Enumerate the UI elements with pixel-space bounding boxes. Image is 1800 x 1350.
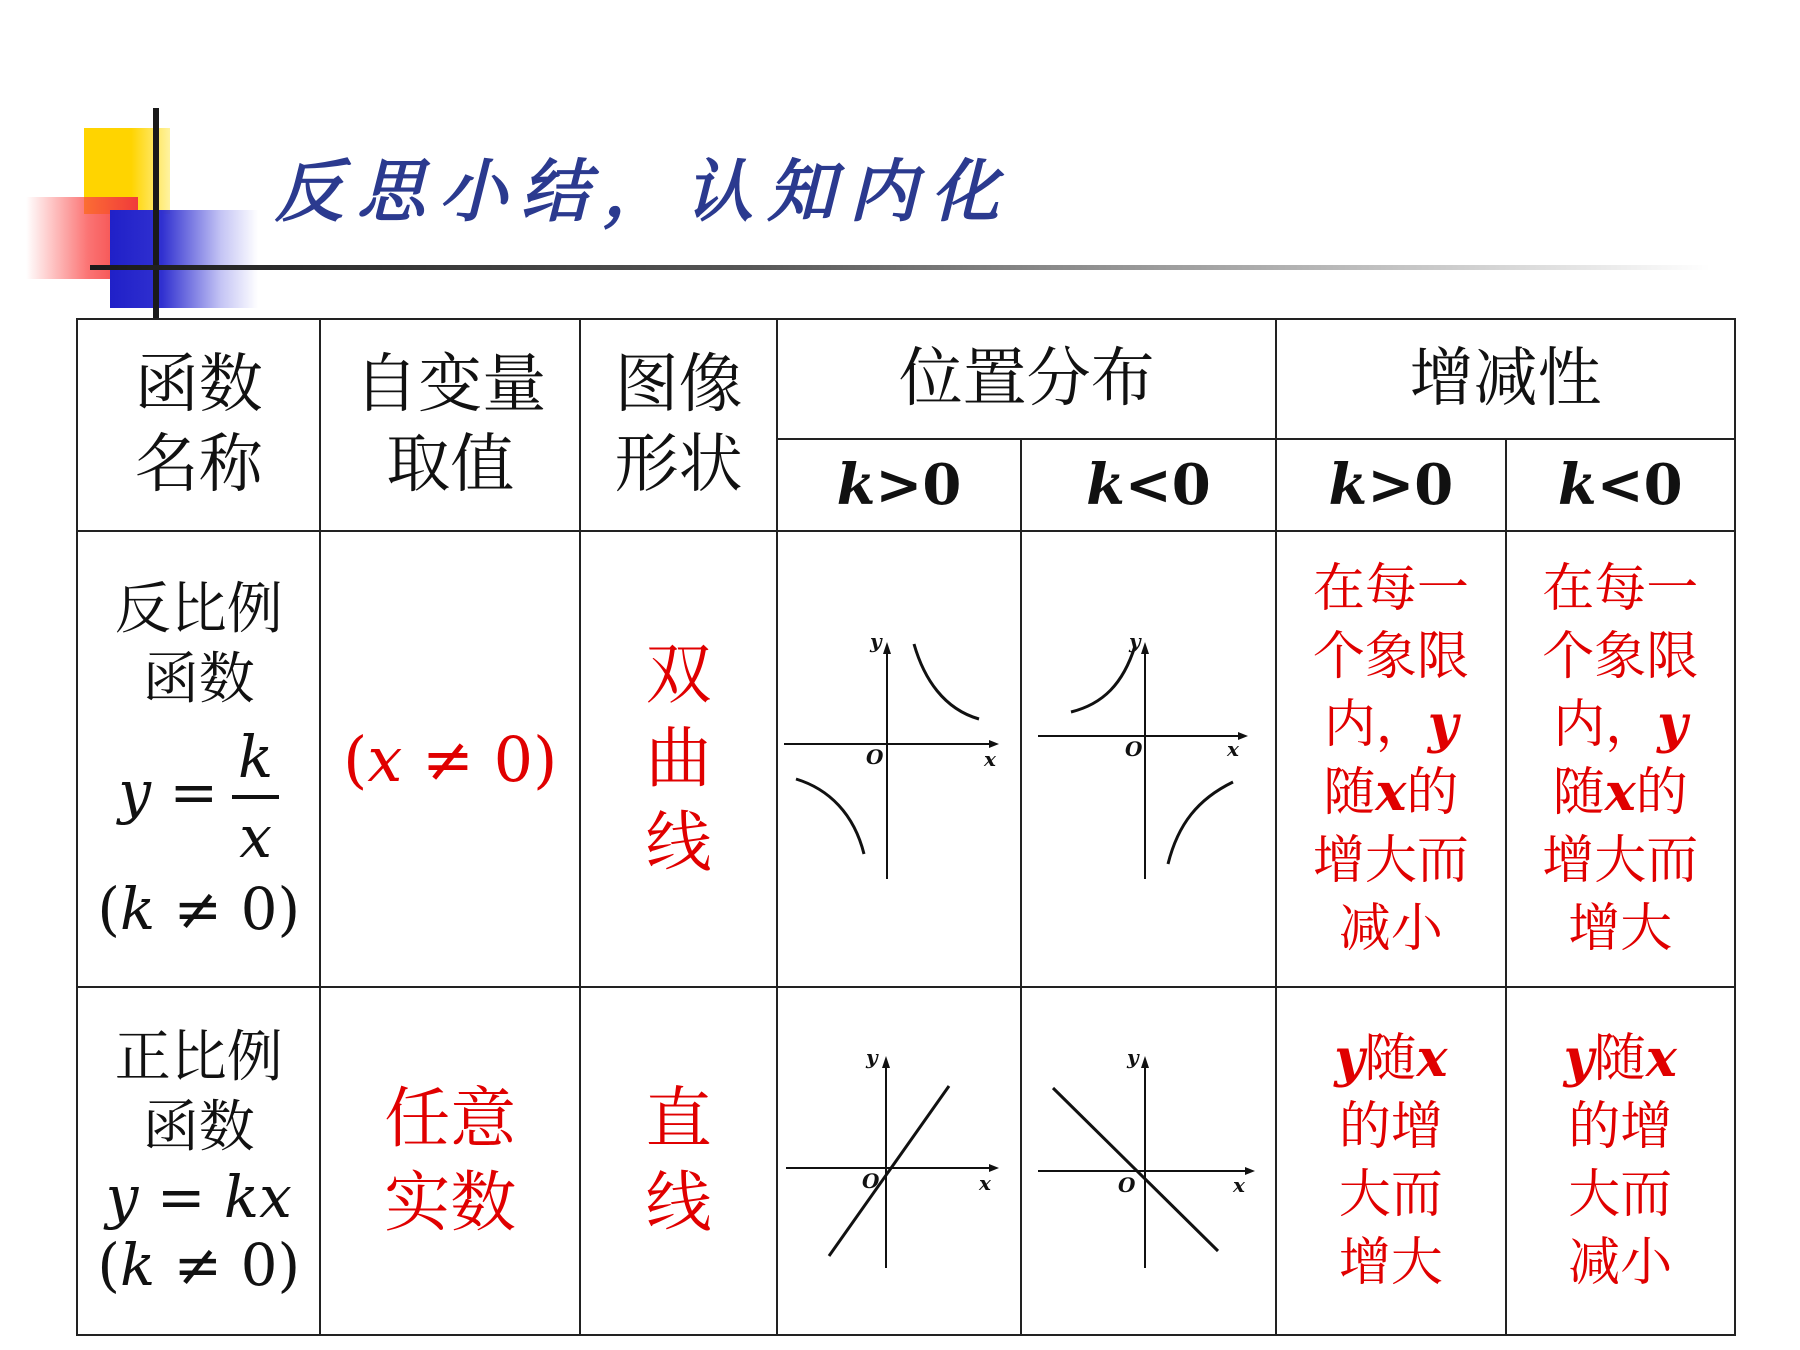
y-axis-arrow-icon xyxy=(1141,642,1149,654)
row-inverse-name-cell xyxy=(77,531,320,987)
trend-text: 减小 xyxy=(1568,1233,1673,1293)
decor-blue-square xyxy=(110,210,258,308)
trend-text: 随 xyxy=(1364,1029,1417,1089)
trend-line xyxy=(1507,759,1734,827)
trend-text: 个象限 xyxy=(1312,627,1469,687)
hyperbola-branch-q2 xyxy=(1071,646,1135,712)
k-var: k xyxy=(1086,452,1125,518)
origin-label: O xyxy=(865,745,884,769)
y-axis-label: y xyxy=(1129,629,1142,653)
header-text: 形状 xyxy=(614,428,743,502)
subheader-k-positive xyxy=(777,439,1020,531)
y-axis-label: y xyxy=(865,1046,878,1069)
y-axis-label: y xyxy=(1127,1046,1140,1069)
line-negative-graph xyxy=(1033,1046,1263,1276)
header-row xyxy=(77,319,1735,439)
trend-text: 增大 xyxy=(1338,1233,1443,1293)
formula-fraction xyxy=(232,719,279,875)
row-inverse-trend-k-positive xyxy=(1276,531,1505,987)
header-domain xyxy=(320,319,580,531)
slide-title: 反思小结，认知内化 xyxy=(275,152,1014,232)
trend-var-y: y xyxy=(1334,1028,1365,1089)
k-var: k xyxy=(1557,452,1597,518)
formula-lhs: y = xyxy=(118,758,219,827)
y-axis-arrow-icon xyxy=(1141,1056,1149,1068)
origin-label: O xyxy=(1125,737,1143,761)
domain-text: 任意 xyxy=(384,1080,517,1157)
paren: ( xyxy=(343,722,368,796)
summary-table xyxy=(76,318,1736,1336)
table-row xyxy=(77,531,1735,987)
inverse-condition xyxy=(78,875,319,943)
function-name: 函数 xyxy=(142,1095,255,1160)
k-var: k xyxy=(1328,452,1368,518)
shape-text: 线 xyxy=(645,804,712,881)
k-var: k xyxy=(836,452,876,518)
paren: ( xyxy=(97,1231,120,1299)
trend-text: 个象限 xyxy=(1542,627,1699,687)
trend-text: 在每一 xyxy=(1312,559,1469,619)
x-axis-label: x xyxy=(983,747,996,771)
decor-horizontal-rule xyxy=(90,265,1710,270)
row-direct-shape xyxy=(580,987,777,1335)
subheader-k-positive xyxy=(1276,439,1505,531)
header-text: 自变量 xyxy=(354,348,547,422)
line-positive-graph xyxy=(784,1046,1014,1276)
header-monotonicity: 增减性 xyxy=(1276,319,1735,439)
hyperbola-branch-q4 xyxy=(1168,782,1233,864)
trend-text: 减小 xyxy=(1338,899,1443,959)
function-name: 函数 xyxy=(142,647,255,712)
header-text: 函数 xyxy=(134,348,263,422)
fraction-denominator: x xyxy=(239,803,272,871)
y-axis-arrow-icon xyxy=(882,1056,890,1068)
domain-var: x xyxy=(367,722,403,796)
trend-line xyxy=(1277,759,1504,827)
k-condition: >0 xyxy=(1367,452,1454,518)
hyperbola-positive-graph xyxy=(784,624,1014,894)
header-shape xyxy=(580,319,777,531)
hyperbola-branch-q3 xyxy=(796,779,864,854)
trend-text: 的增 xyxy=(1338,1097,1443,1157)
fraction-numerator: k xyxy=(232,719,279,799)
k-condition: <0 xyxy=(1124,452,1211,518)
trend-text: 的 xyxy=(1635,763,1688,823)
x-axis-label: x xyxy=(1233,1173,1246,1197)
trend-var-x: x xyxy=(1375,762,1407,823)
trend-line xyxy=(1277,691,1504,759)
trend-var-x: x xyxy=(1416,1028,1448,1089)
cond-rest: ≠ 0) xyxy=(155,1231,301,1299)
header-text: 取值 xyxy=(386,428,515,502)
subheader-k-negative xyxy=(1021,439,1277,531)
decor-vertical-line xyxy=(153,108,159,318)
header-text: 名称 xyxy=(134,428,263,502)
row-direct-name-cell xyxy=(77,987,320,1335)
inverse-formula xyxy=(78,719,319,875)
header-function-name xyxy=(77,319,320,531)
shape-text: 曲 xyxy=(645,720,712,797)
formula-rhs: kx xyxy=(223,1163,292,1231)
trend-text: 在每一 xyxy=(1542,559,1699,619)
trend-line xyxy=(1277,1025,1504,1093)
k-condition: <0 xyxy=(1596,452,1683,518)
x-axis-label: x xyxy=(978,1171,991,1195)
direct-condition xyxy=(78,1231,319,1299)
trend-var-y: y xyxy=(1427,694,1458,755)
y-axis-arrow-icon xyxy=(883,642,891,654)
formula-lhs: y = xyxy=(105,1163,224,1231)
row-inverse-shape xyxy=(580,531,777,987)
domain-rest: ≠ 0) xyxy=(402,722,558,796)
cond-rest: ≠ 0) xyxy=(155,875,301,943)
trend-var-x: x xyxy=(1604,762,1636,823)
shape-text: 线 xyxy=(645,1164,712,1241)
function-name: 正比例 xyxy=(114,1025,283,1090)
row-inverse-graph-k-positive xyxy=(777,531,1020,987)
trend-var-y: y xyxy=(1657,694,1688,755)
trend-text: 大而 xyxy=(1338,1165,1443,1225)
header-position: 位置分布 xyxy=(777,319,1276,439)
trend-var-y: y xyxy=(1563,1028,1594,1089)
origin-label: O xyxy=(1118,1173,1136,1197)
hyperbola-negative-graph xyxy=(1033,624,1263,894)
trend-text: 增大 xyxy=(1568,899,1673,959)
line-y-equals-kx xyxy=(1053,1088,1218,1251)
trend-text: 随 xyxy=(1552,763,1605,823)
cond-var: k xyxy=(119,1231,156,1299)
row-inverse-graph-k-negative xyxy=(1021,531,1277,987)
hyperbola-branch-q1 xyxy=(914,644,979,719)
trend-text: 的增 xyxy=(1568,1097,1673,1157)
trend-text: 增大而 xyxy=(1312,831,1469,891)
row-direct-graph-k-negative xyxy=(1021,987,1277,1335)
line-y-equals-kx xyxy=(829,1086,949,1256)
trend-var-x: x xyxy=(1645,1028,1677,1089)
trend-text: 随 xyxy=(1593,1029,1646,1089)
x-axis-arrow-icon xyxy=(1238,732,1248,740)
header-text: 图像 xyxy=(614,348,743,422)
trend-text: 随 xyxy=(1323,763,1376,823)
trend-text: 内， xyxy=(1323,695,1428,755)
k-condition: >0 xyxy=(875,452,962,518)
row-inverse-domain xyxy=(320,531,580,987)
trend-text: 增大而 xyxy=(1542,831,1699,891)
shape-text: 直 xyxy=(645,1080,712,1157)
x-axis-label: x xyxy=(1227,737,1240,761)
y-axis-label: y xyxy=(869,629,882,653)
trend-text: 内， xyxy=(1553,695,1658,755)
row-direct-trend-k-positive xyxy=(1276,987,1505,1335)
table-row xyxy=(77,987,1735,1335)
subheader-k-negative xyxy=(1506,439,1735,531)
shape-text: 双 xyxy=(645,636,712,713)
trend-line xyxy=(1507,691,1734,759)
row-direct-domain xyxy=(320,987,580,1335)
trend-text: 大而 xyxy=(1568,1165,1673,1225)
origin-label: O xyxy=(861,1169,880,1193)
trend-line xyxy=(1507,1025,1734,1093)
row-direct-trend-k-negative xyxy=(1506,987,1735,1335)
cond-var: k xyxy=(119,875,156,943)
paren: ( xyxy=(97,875,120,943)
function-name: 反比例 xyxy=(114,577,283,642)
direct-formula xyxy=(78,1163,319,1231)
row-direct-graph-k-positive xyxy=(777,987,1020,1335)
domain-text: 实数 xyxy=(384,1164,517,1241)
x-axis-arrow-icon xyxy=(1245,1167,1255,1175)
row-inverse-trend-k-negative xyxy=(1506,531,1735,987)
trend-text: 的 xyxy=(1406,763,1459,823)
